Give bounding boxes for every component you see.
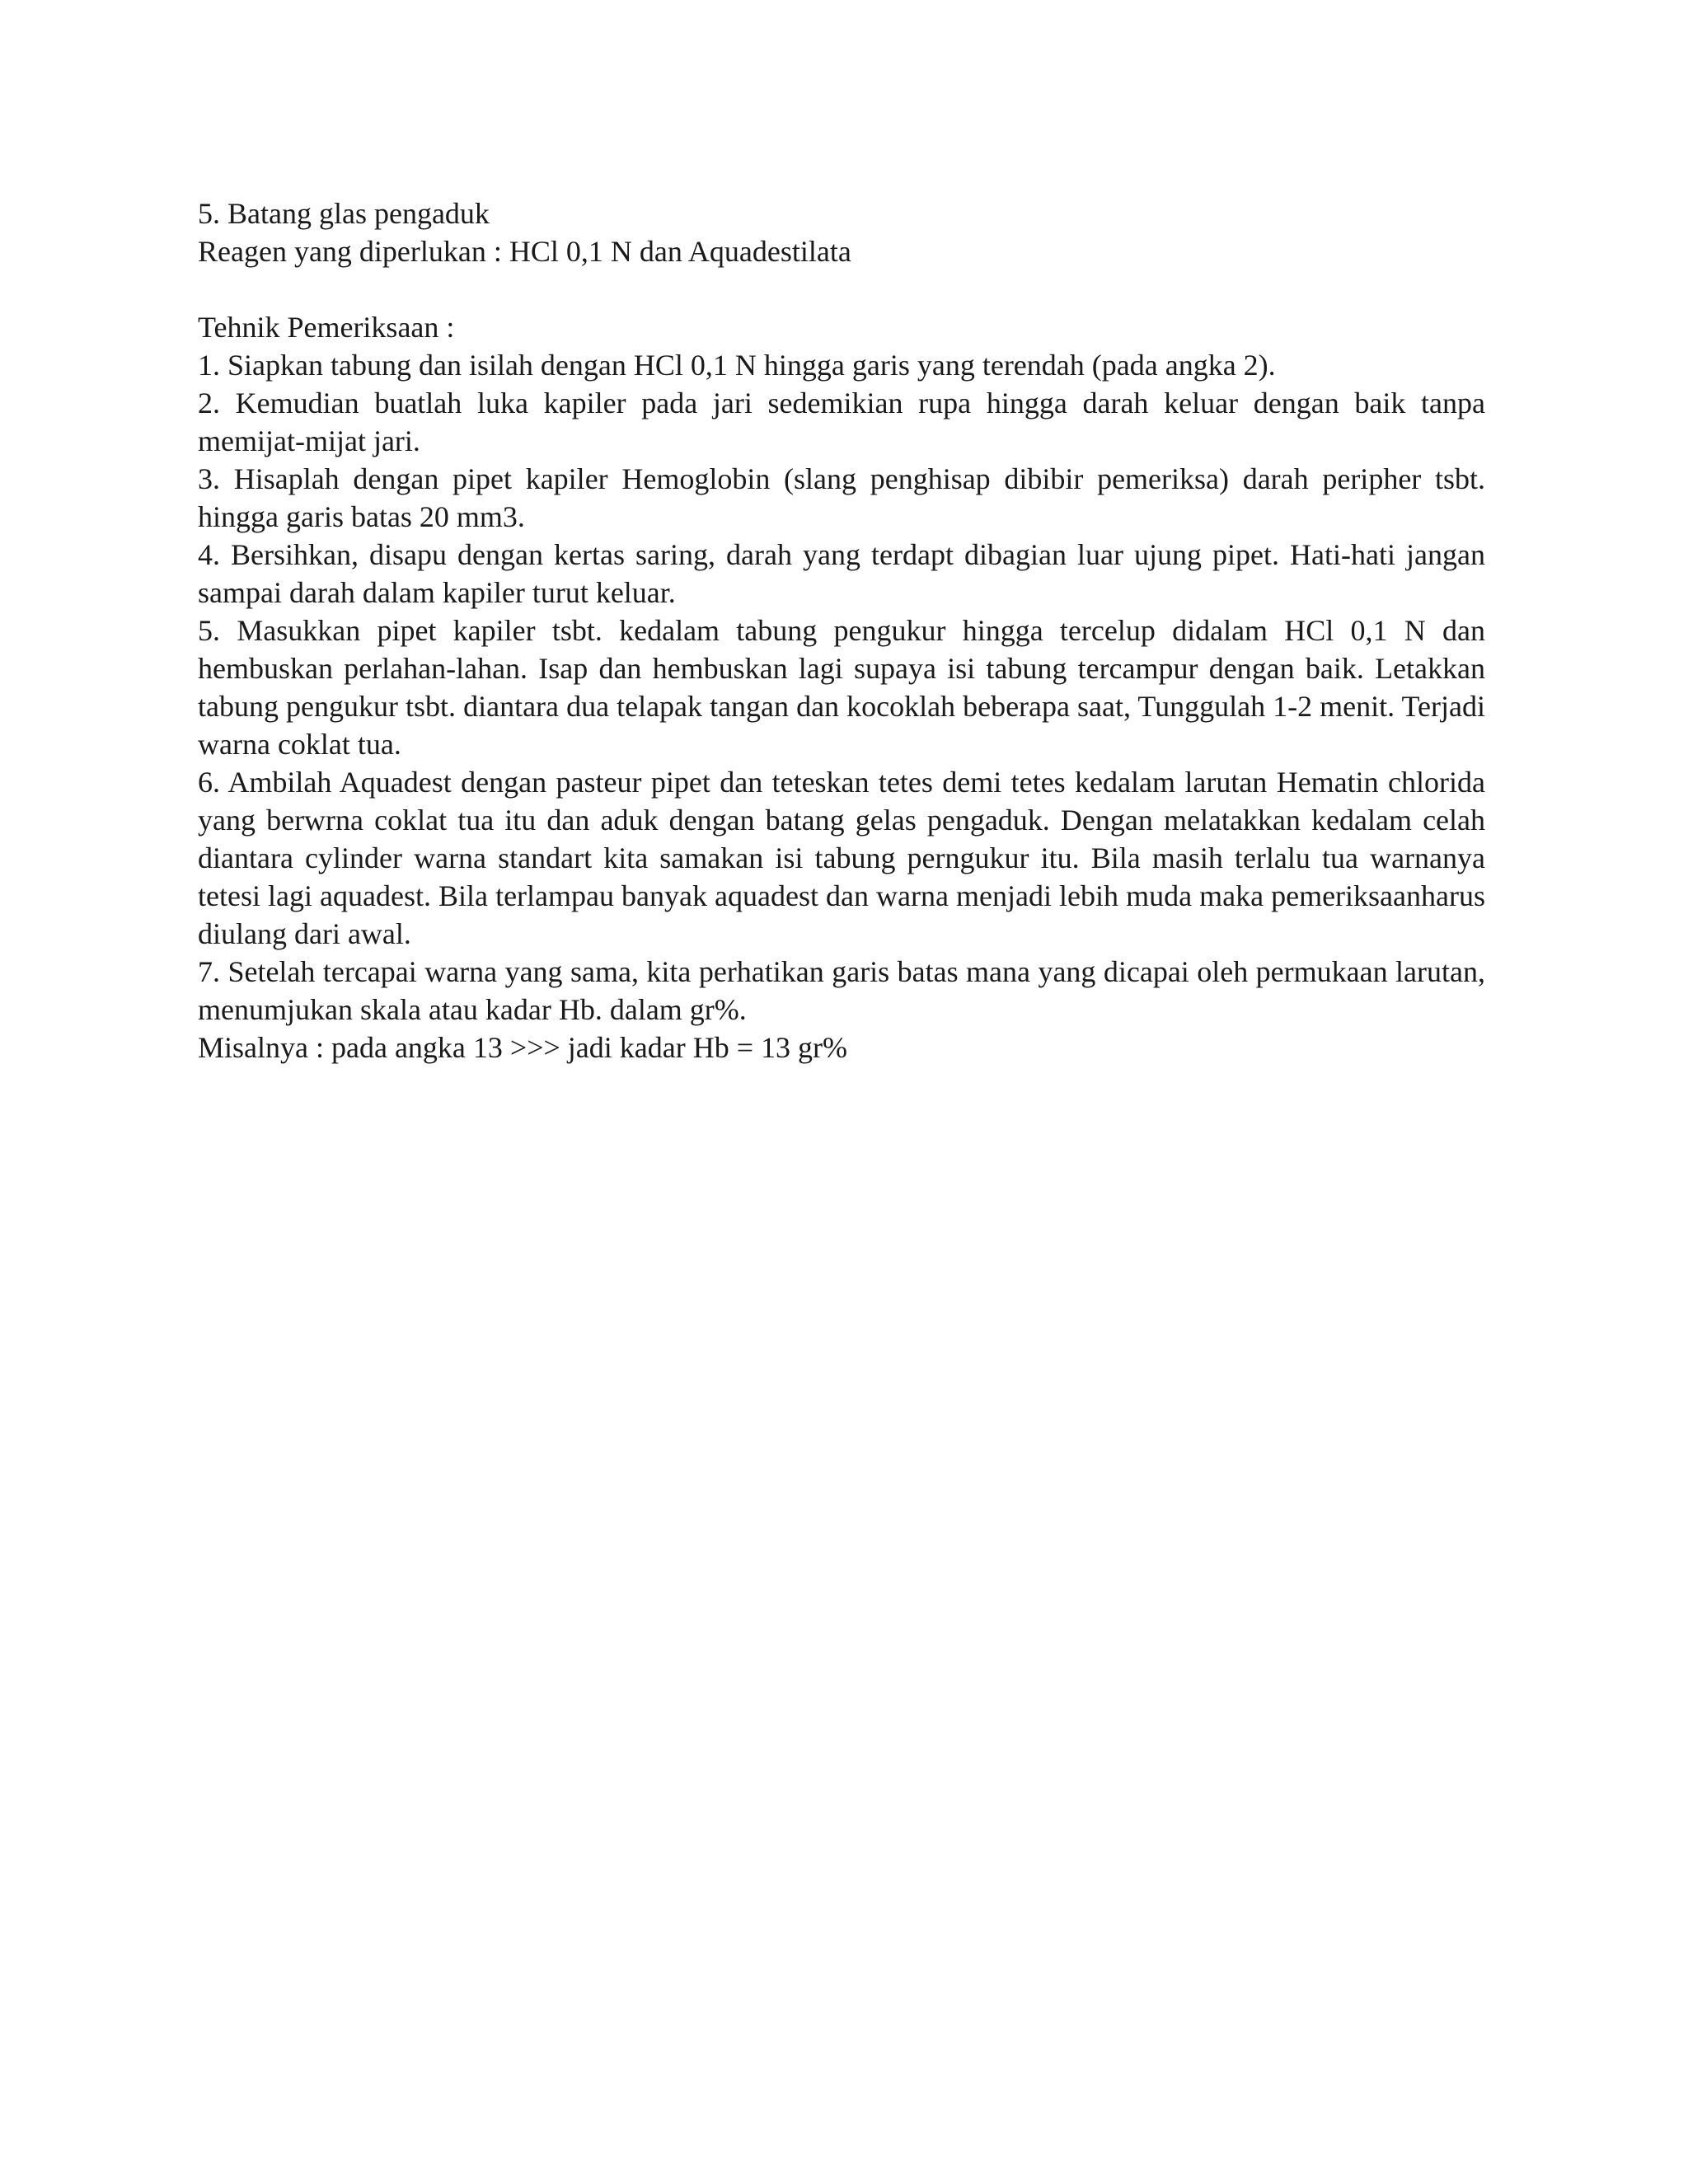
section-title: Tehnik Pemeriksaan : bbox=[198, 311, 455, 344]
step-1: 1. Siapkan tabung dan isilah dengan HCl 0,1 N hingga garis yang terendah (pada angka 2). bbox=[198, 349, 1276, 382]
step-2: 2. Kemudian buatlah luka kapiler pada jari sedemikian rupa hingga darah keluar dengan baik tanpa memijat-mijat jari. bbox=[198, 387, 1485, 457]
step-5: 5. Masukkan pipet kapiler tsbt. kedalam tabung pengukur hingga tercelup didalam HCl 0,1 N dan hembuskan perlahan-lahan. Isap dan hembuskan lagi supaya isi tabung tercampur dengan baik. Letakkan tabung pengukur tsbt. diantara dua telapak tangan dan kocoklah beberapa saat, Tunggulah 1-2 menit. Terjadi warna coklat tua. bbox=[198, 614, 1485, 761]
example-line: Misalnya : pada angka 13 >>> jadi kadar Hb = 13 gr% bbox=[198, 1031, 848, 1064]
blank-line bbox=[198, 270, 1485, 308]
step-6: 6. Ambilah Aquadest dengan pasteur pipet dan teteskan tetes demi tetes kedalam larutan Hematin chlorida yang berwrna coklat tua itu dan aduk dengan batang gelas pengaduk. Dengan melatakkan kedalam celah diantara cylinder warna standart kita samakan isi tabung perngukur itu. Bila masih terlalu tua warnanya tetesi lagi aquadest. Bila terlampau banyak aquadest dan warna menjadi lebih muda maka pemeriksaanharus diulang dari awal. bbox=[198, 766, 1485, 950]
equipment-item-5: 5. Batang glas pengaduk bbox=[198, 197, 490, 230]
step-4: 4. Bersihkan, disapu dengan kertas saring, darah yang terdapt dibagian luar ujung pipet. Hati-hati jangan sampai darah dalam kapiler turut keluar. bbox=[198, 538, 1485, 609]
document-page bbox=[198, 194, 1485, 1066]
step-7: 7. Setelah tercapai warna yang sama, kita perhatikan garis batas mana yang dicapai oleh permukaan larutan, menumjukan skala atau kadar Hb. dalam gr%. bbox=[198, 955, 1485, 1026]
reagent-line: Reagen yang diperlukan : HCl 0,1 N dan Aquadestilata bbox=[198, 235, 851, 268]
step-3: 3. Hisaplah dengan pipet kapiler Hemoglobin (slang penghisap dibibir pemeriksa) darah peripher tsbt. hingga garis batas 20 mm3. bbox=[198, 462, 1485, 533]
